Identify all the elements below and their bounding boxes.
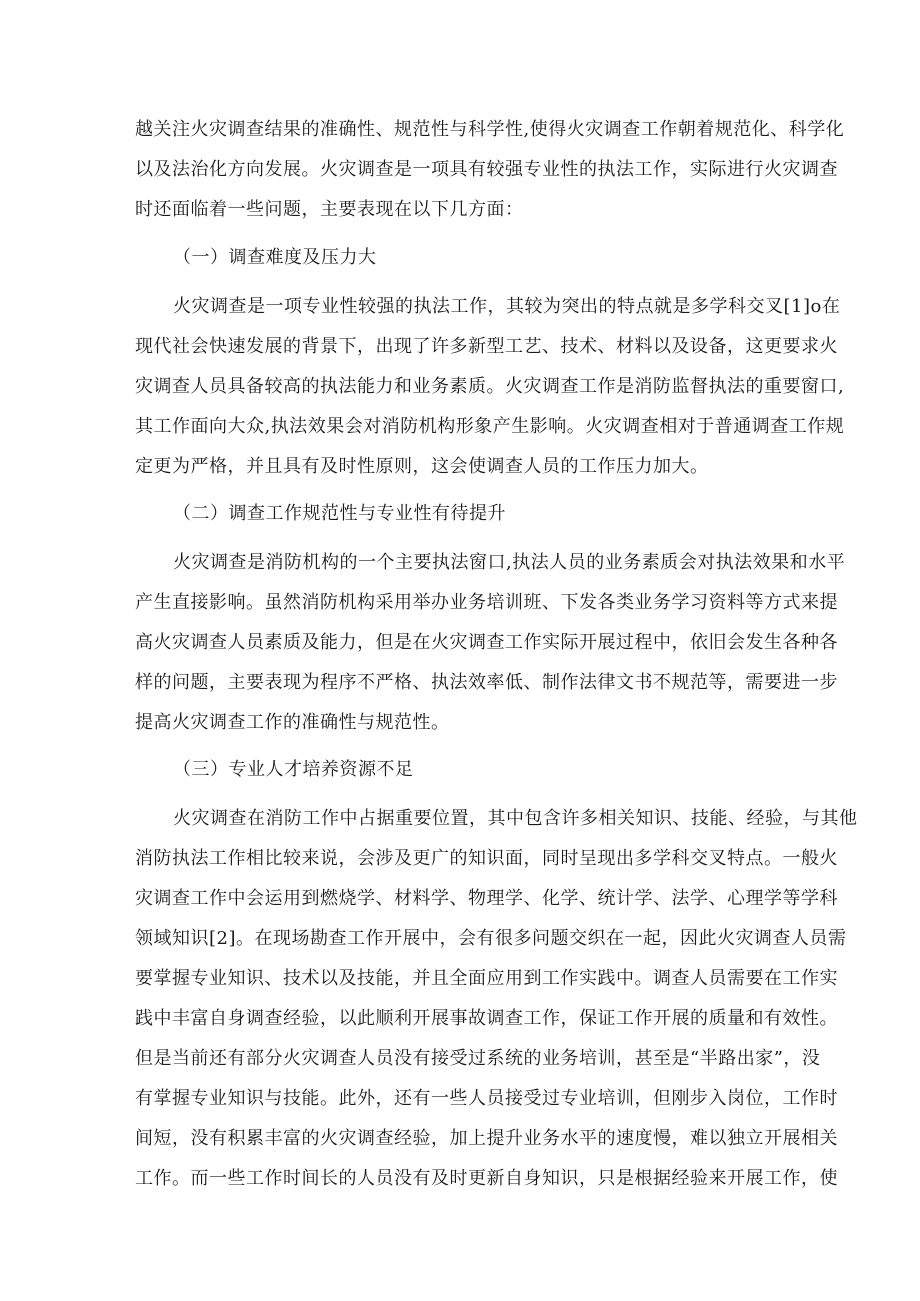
section-heading-2: （二）调查工作规范性与专业性有待提升 (173, 503, 506, 524)
p3-line-3: 灾调查工作中会运用到燃烧学、材料学、物理学、化学、统计学、法学、心理学等学科 (135, 888, 838, 909)
p3-line-4: 领域知识[2]。在现场勘查工作开展中，会有很多问题交织在一起，因此火灾调查人员需 (135, 928, 847, 949)
p2-line-5: 提高火灾调查工作的准确性与规范性。 (135, 712, 450, 733)
p1-line-5: 定更为严格，并且具有及时性原则，这会使调查人员的工作压力加大。 (135, 456, 709, 477)
p1-line-3: 灾调查人员具备较高的执法能力和业务素质。火灾调查工作是消防监督执法的重要窗口, (135, 376, 845, 397)
intro-line-2: 以及法治化方向发展。火灾调查是一项具有较强专业性的执法工作，实际进行火灾调查 (135, 159, 838, 180)
p3-line-6: 践中丰富自身调查经验，以此顺利开展事故调查工作，保证工作开展的质量和有效性。 (135, 1008, 838, 1029)
p1-line-4: 其工作面向大众,执法效果会对消防机构形象产生影响。火灾调查相对于普通调查工作规 (135, 416, 845, 437)
intro-line-3: 时还面临着一些问题，主要表现在以下几方面： (135, 199, 524, 220)
p3-line-2: 消防执法工作相比较来说，会涉及更广的知识面，同时呈现出多学科交叉特点。一般火 (135, 848, 838, 869)
p3-line-9: 间短，没有积累丰富的火灾调查经验，加上提升业务水平的速度慢，难以独立开展相关 (135, 1128, 838, 1149)
p3-line-5: 要掌握专业知识、技术以及技能，并且全面应用到工作实践中。调查人员需要在工作实 (135, 968, 838, 989)
section-heading-3: （三）专业人才培养资源不足 (173, 759, 414, 780)
intro-line-1: 越关注火灾调查结果的准确性、规范性与科学性,使得火灾调查工作朝着规范化、科学化 (135, 119, 845, 140)
p1-line-1: 火灾调查是一项专业性较强的执法工作，其较为突出的特点就是多学科交叉[1]o在 (173, 296, 841, 317)
p2-line-4: 样的问题，主要表现为程序不严格、执法效率低、制作法律文书不规范等，需要进一步 (135, 672, 838, 693)
p2-line-1: 火灾调查是消防机构的一个主要执法窗口,执法人员的业务素质会对执法效果和水平 (173, 552, 846, 573)
p3-line-10: 工作。而一些工作时间长的人员没有及时更新自身知识，只是根据经验来开展工作，使 (135, 1168, 838, 1189)
p3-line-8: 有掌握专业知识与技能。此外，还有一些人员接受过专业培训，但刚步入岗位，工作时 (135, 1088, 838, 1109)
p1-line-2: 现代社会快速发展的背景下，出现了许多新型工艺、技术、材料以及设备，这更要求火 (135, 336, 838, 357)
p3-line-7: 但是当前还有部分火灾调查人员没有接受过系统的业务培训，甚至是“半路出家”，没 (135, 1048, 821, 1069)
p3-line-1: 火灾调查在消防工作中占据重要位置，其中包含许多相关知识、技能、经验，与其他 (173, 808, 858, 829)
section-heading-1: （一）调查难度及压力大 (173, 247, 377, 268)
p2-line-3: 高火灾调查人员素质及能力，但是在火灾调查工作实际开展过程中，依旧会发生各种各 (135, 632, 838, 653)
p2-line-2: 产生直接影响。虽然消防机构采用举办业务培训班、下发各类业务学习资料等方式来提 (135, 592, 838, 613)
